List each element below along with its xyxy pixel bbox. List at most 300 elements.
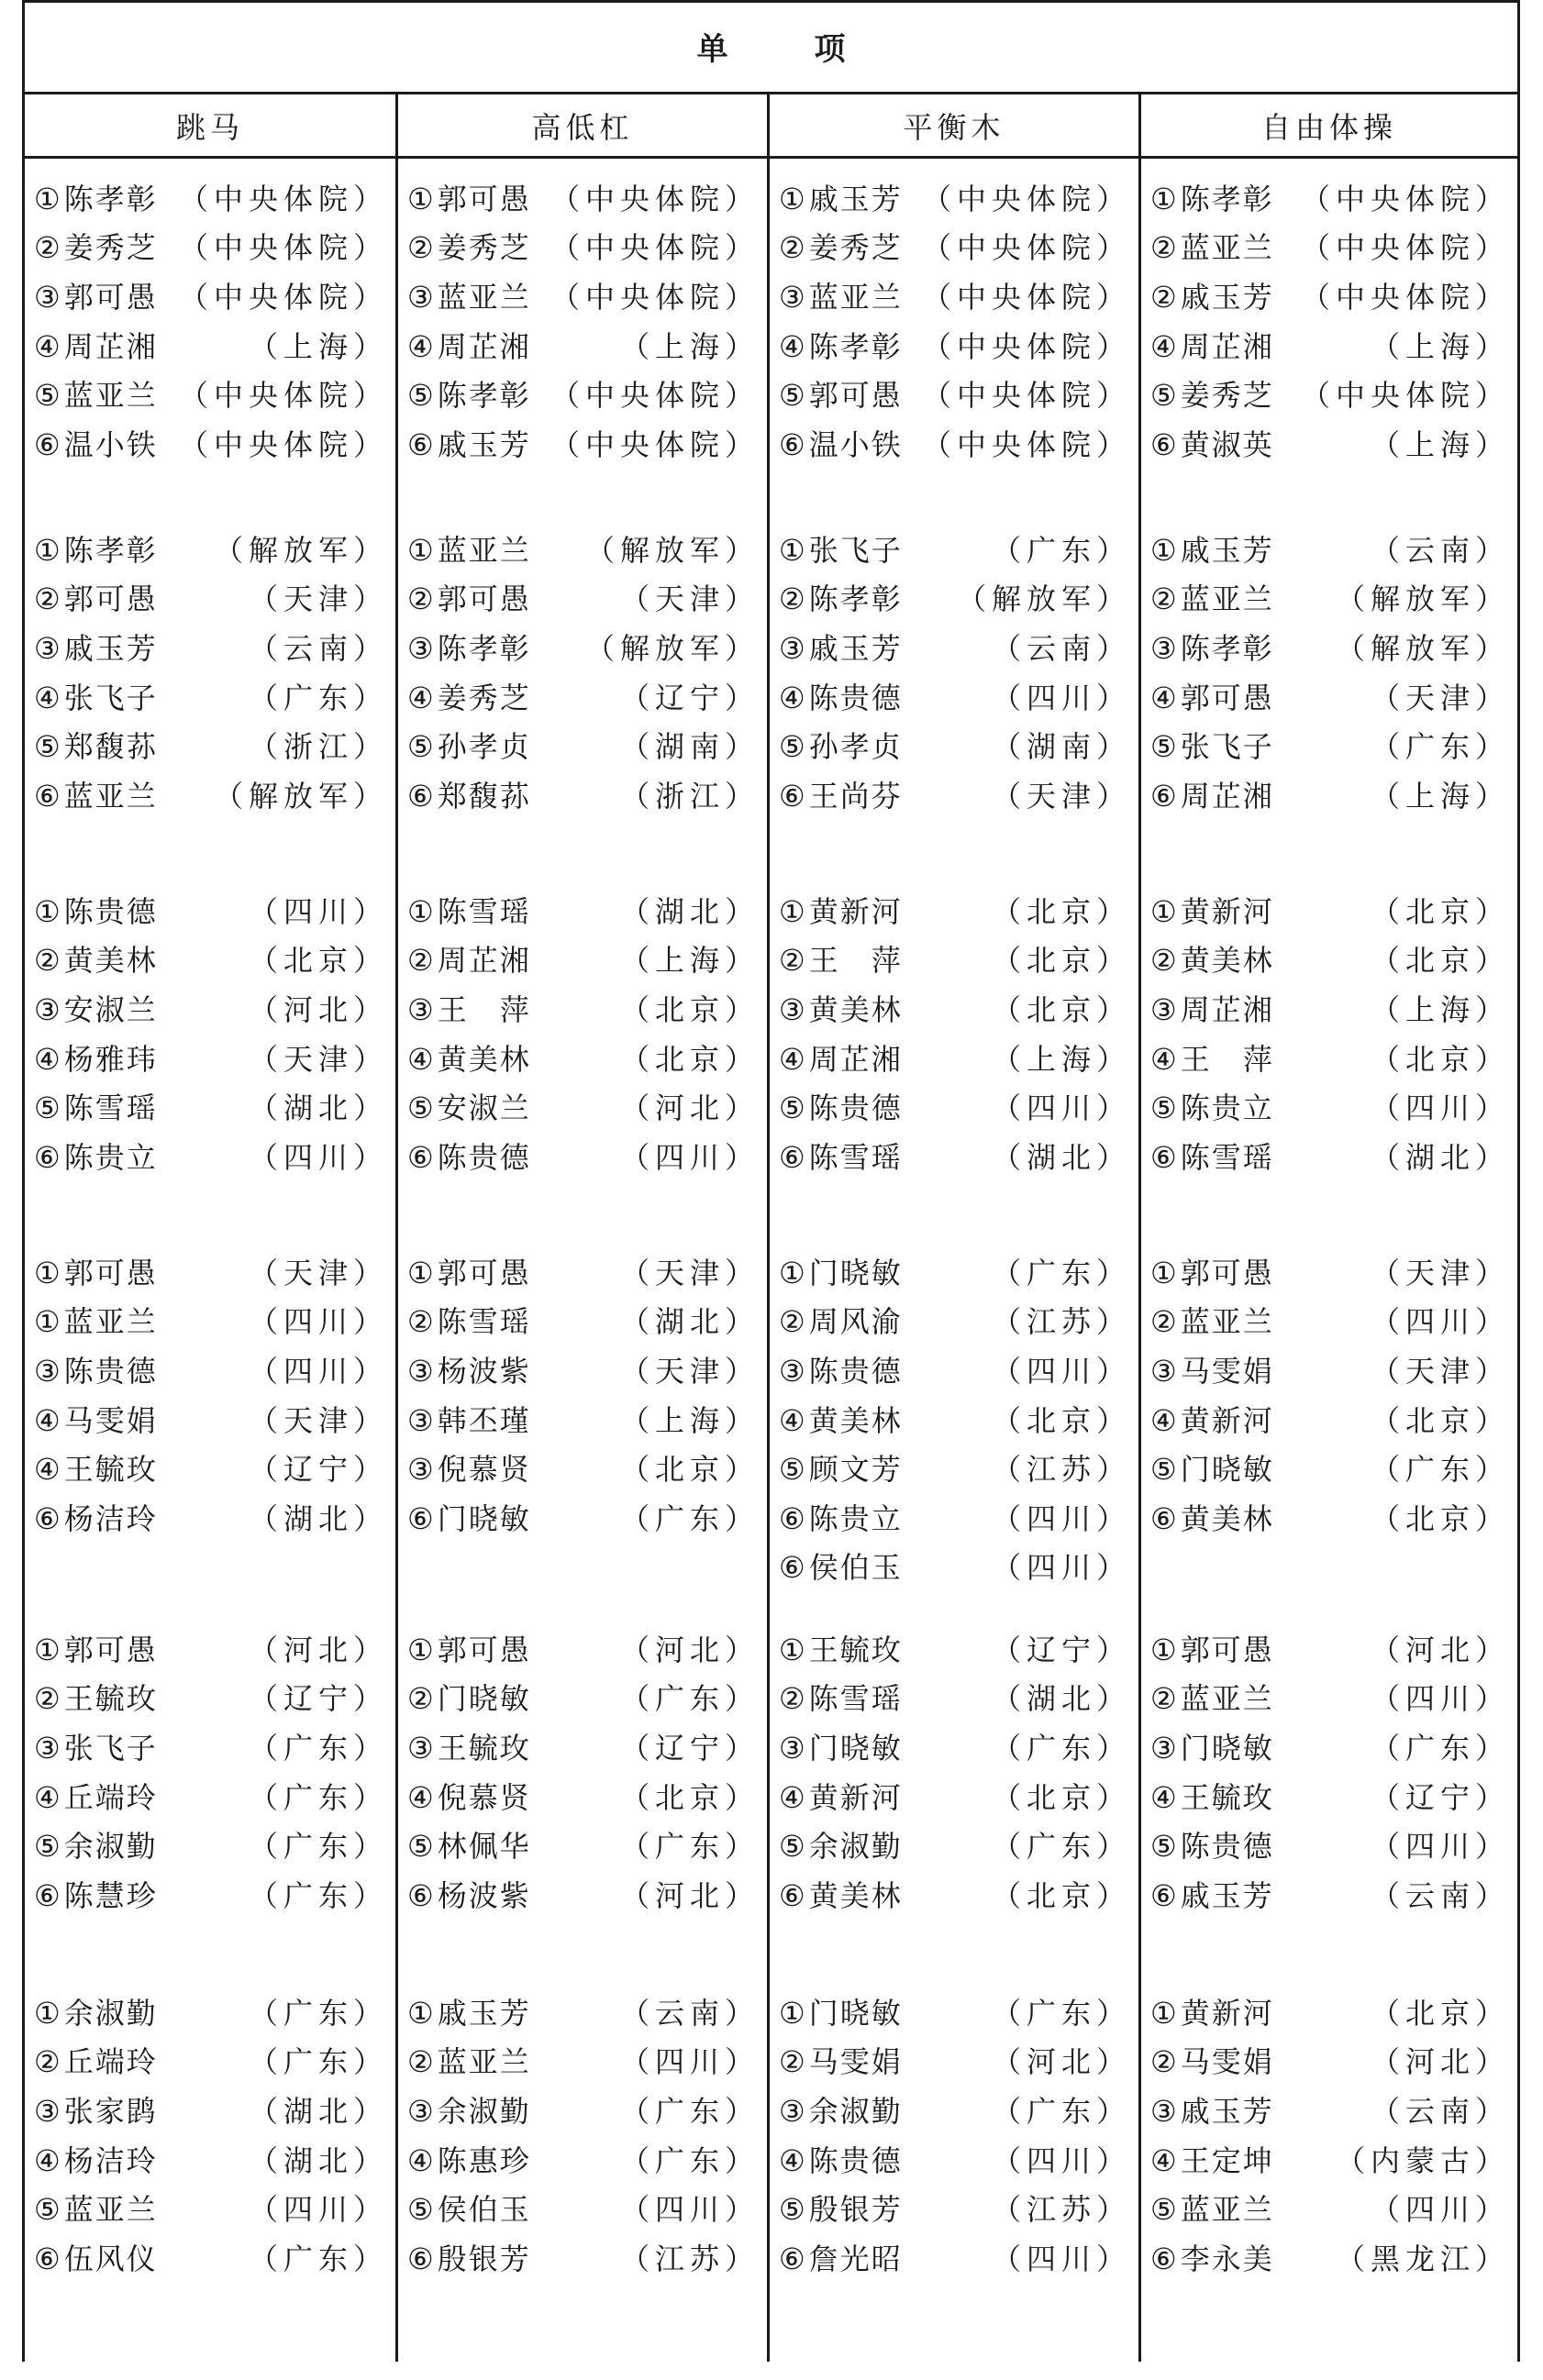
- result-entry: [770, 1987, 1138, 2036]
- result-entry: [398, 1296, 767, 1345]
- athlete-name: [25, 889, 158, 931]
- rank-marker: ⑥: [34, 426, 62, 462]
- athlete-name-text: 蓝亚兰: [63, 378, 158, 414]
- athlete-region: （云南）: [248, 630, 388, 666]
- result-entry: [25, 2232, 395, 2282]
- athlete-name-text: 马雯娟: [1180, 2044, 1274, 2080]
- result-entry: [398, 1394, 767, 1444]
- athlete-name: [1141, 324, 1274, 366]
- rank-marker: ③: [407, 991, 436, 1027]
- result-entry: [25, 418, 395, 468]
- athlete-region: （四川）: [248, 1139, 388, 1175]
- result-entry: [25, 1345, 395, 1394]
- athlete-region: （湖南）: [991, 729, 1131, 765]
- result-entry: [1141, 1033, 1517, 1082]
- athlete-name: [1141, 1446, 1274, 1489]
- result-entry: [398, 983, 767, 1033]
- rank-marker: ⑥: [34, 2241, 62, 2276]
- athlete-name: [25, 176, 158, 218]
- athlete-name: [25, 1446, 158, 1489]
- athlete-name-text: 陈贵立: [63, 1139, 158, 1175]
- result-entry: [770, 524, 1138, 573]
- result-entry: [398, 2085, 767, 2134]
- athlete-region: （四川）: [991, 2241, 1131, 2276]
- athlete-name-text: 黄新河: [1180, 1402, 1274, 1438]
- athlete-name: [1141, 1823, 1274, 1865]
- result-entry: [1141, 2134, 1517, 2184]
- athlete-region: （广东）: [991, 2093, 1131, 2129]
- result-entry: [398, 222, 767, 271]
- athlete-region: （中央体院）: [549, 279, 760, 315]
- rank-marker: ⑥: [1150, 1877, 1179, 1913]
- athlete-name: [770, 1446, 903, 1489]
- athlete-name-text: 郑馥荪: [437, 778, 531, 814]
- result-group: [1141, 524, 1517, 819]
- rank-marker: ④: [34, 1041, 62, 1077]
- athlete-name-text: 侯伯玉: [808, 1550, 903, 1586]
- athlete-name-text: 郭可愚: [63, 279, 158, 315]
- athlete-name-text: 马雯娟: [1180, 1353, 1274, 1389]
- event-header-uneven-bars: 高低杠: [531, 109, 634, 145]
- rank-marker: ④: [1150, 1041, 1179, 1077]
- rank-marker: ③: [1150, 991, 1179, 1027]
- athlete-name: [1141, 1250, 1274, 1292]
- result-group: [770, 1623, 1138, 1919]
- result-entry: [770, 573, 1138, 623]
- result-entry: [1141, 769, 1517, 819]
- athlete-name: [25, 2236, 158, 2278]
- athlete-name-text: 林佩华: [437, 1829, 531, 1865]
- athlete-name: [398, 675, 531, 717]
- rank-marker: ⑤: [407, 1090, 436, 1126]
- athlete-region: （广东）: [248, 680, 388, 715]
- rank-marker: ①: [779, 532, 807, 568]
- athlete-region: （四川）: [1370, 1829, 1510, 1865]
- athlete-name: [1141, 773, 1274, 815]
- rank-marker: ①: [407, 532, 436, 568]
- athlete-name-text: 门晓敏: [1180, 1730, 1274, 1766]
- event-header-vault: 跳马: [175, 109, 244, 145]
- athlete-name-text: 余淑勤: [437, 2093, 531, 2129]
- rank-marker: ①: [34, 181, 62, 216]
- athlete-name: [1141, 176, 1274, 218]
- athlete-name-text: 王尚芬: [808, 778, 903, 814]
- result-entry: [398, 1492, 767, 1542]
- athlete-region: （四川）: [619, 2044, 760, 2080]
- athlete-region: （四川）: [991, 1090, 1131, 1126]
- rank-marker: ①: [779, 1995, 807, 2031]
- athlete-name: [770, 1250, 903, 1292]
- result-group: [398, 1623, 767, 1919]
- athlete-name-text: 蓝亚兰: [437, 532, 531, 568]
- athlete-region: （广东）: [991, 532, 1131, 568]
- athlete-region: （中央体院）: [549, 426, 760, 462]
- result-entry: [398, 2183, 767, 2232]
- result-entry: [1141, 1623, 1517, 1673]
- result-entry: [770, 1131, 1138, 1180]
- athlete-region: （湖北）: [248, 2093, 388, 2129]
- rank-marker: ③: [1150, 630, 1179, 666]
- rank-marker: ④: [34, 328, 62, 364]
- athlete-name-text: 郭可愚: [437, 581, 531, 617]
- athlete-name-text: 陈孝彰: [63, 181, 158, 216]
- rank-marker: ④: [34, 2142, 62, 2178]
- athlete-name-text: 张飞子: [63, 680, 158, 715]
- athlete-region: （中央体院）: [178, 230, 388, 266]
- athlete-name: [398, 1823, 531, 1865]
- athlete-region: （浙江）: [619, 778, 760, 814]
- athlete-region: （辽宁）: [991, 1632, 1131, 1667]
- athlete-region: （上海）: [1370, 426, 1510, 462]
- athlete-name-text: 蓝亚兰: [1180, 1304, 1274, 1340]
- athlete-name: [1141, 1873, 1274, 1915]
- rank-marker: ②: [1150, 230, 1179, 266]
- athlete-name: [398, 1135, 531, 1177]
- athlete-name: [25, 2138, 158, 2180]
- result-entry: [398, 172, 767, 222]
- athlete-name-text: 王毓玫: [808, 1632, 903, 1667]
- rank-marker: ③: [34, 1353, 62, 1389]
- athlete-name-text: 姜秀芝: [437, 230, 531, 266]
- athlete-region: （中央体院）: [178, 378, 388, 414]
- athlete-name-text: 王毓玫: [63, 1681, 158, 1717]
- result-entry: [25, 983, 395, 1033]
- athlete-region: （四川）: [991, 1550, 1131, 1586]
- athlete-name: [398, 422, 531, 464]
- result-entry: [398, 1771, 767, 1821]
- athlete-name: [25, 1135, 158, 1177]
- result-entry: [1141, 1131, 1517, 1180]
- athlete-region: （广东）: [991, 1730, 1131, 1766]
- athlete-name: [25, 1348, 158, 1390]
- athlete-region: （中央体院）: [1300, 378, 1510, 414]
- result-entry: [25, 222, 395, 271]
- result-entry: [25, 524, 395, 573]
- result-entry: [770, 222, 1138, 271]
- athlete-name: [398, 1676, 531, 1718]
- result-entry: [1141, 1771, 1517, 1821]
- athlete-region: （湖北）: [248, 2142, 388, 2178]
- result-entry: [25, 1721, 395, 1771]
- athlete-name: [25, 937, 158, 980]
- rank-marker: ④: [407, 1779, 436, 1815]
- athlete-name: [398, 625, 531, 668]
- athlete-region: （四川）: [1370, 2192, 1510, 2228]
- rank-marker: ①: [1150, 1255, 1179, 1290]
- athlete-region: （河北）: [248, 991, 388, 1027]
- athlete-region: （辽宁）: [619, 1730, 760, 1766]
- athlete-name-text: 韩丕瑾: [437, 1402, 531, 1438]
- result-entry: [770, 418, 1138, 468]
- athlete-name: [398, 1990, 531, 2032]
- athlete-name-text: 蓝亚兰: [63, 2192, 158, 2228]
- athlete-name: [398, 987, 531, 1029]
- athlete-name-text: 戚玉芳: [808, 181, 903, 216]
- athlete-name: [398, 324, 531, 366]
- result-entry: [770, 1492, 1138, 1542]
- athlete-name: [770, 2236, 903, 2278]
- result-entry: [1141, 983, 1517, 1033]
- athlete-name-text: 周芷湘: [1180, 778, 1274, 814]
- athlete-name-text: 余淑勤: [808, 1829, 903, 1865]
- athlete-name: [25, 225, 158, 267]
- athlete-name: [25, 1873, 158, 1915]
- result-entry: [770, 1345, 1138, 1394]
- result-entry: [398, 1246, 767, 1296]
- athlete-name-text: 郑馥荪: [63, 729, 158, 765]
- athlete-name: [1141, 987, 1274, 1029]
- athlete-name: [770, 889, 903, 931]
- result-entry: [1141, 222, 1517, 271]
- athlete-name: [770, 225, 903, 267]
- athlete-name: [25, 1775, 158, 1817]
- rank-marker: ⑤: [407, 1829, 436, 1865]
- rank-marker: ①: [779, 1632, 807, 1667]
- rank-marker: ⑥: [779, 778, 807, 814]
- athlete-name: [770, 1398, 903, 1440]
- athlete-name-text: 陈孝彰: [808, 328, 903, 364]
- athlete-name: [1141, 527, 1274, 570]
- athlete-region: （解放军）: [1335, 630, 1510, 666]
- result-group: [770, 1987, 1138, 2282]
- athlete-name: [1141, 2186, 1274, 2229]
- rank-marker: ③: [779, 1730, 807, 1766]
- athlete-region: （四川）: [619, 1139, 760, 1175]
- rank-marker: ④: [779, 2142, 807, 2178]
- athlete-region: （中央体院）: [921, 378, 1131, 414]
- result-entry: [770, 1771, 1138, 1821]
- athlete-name: [25, 2039, 158, 2081]
- athlete-region: （辽宁）: [1370, 1779, 1510, 1815]
- athlete-name-text: 姜秀芝: [437, 680, 531, 715]
- result-group: [1141, 1623, 1517, 1919]
- result-entry: [1141, 2232, 1517, 2282]
- athlete-region: （北京）: [991, 991, 1131, 1027]
- result-group: [25, 1623, 395, 1919]
- rank-marker: ②: [779, 1304, 807, 1340]
- result-entry: [1141, 320, 1517, 370]
- athlete-name-text: 陈孝彰: [63, 532, 158, 568]
- rank-marker: ①: [34, 893, 62, 929]
- result-entry: [770, 2085, 1138, 2134]
- athlete-name: [770, 176, 903, 218]
- athlete-region: （中央体院）: [1300, 279, 1510, 315]
- athlete-name: [1141, 2236, 1274, 2278]
- athlete-name-text: 陈贵立: [808, 1500, 903, 1536]
- athlete-name: [25, 773, 158, 815]
- athlete-name-text: 蓝亚兰: [63, 778, 158, 814]
- rank-marker: ④: [1150, 1402, 1179, 1438]
- athlete-name: [398, 527, 531, 570]
- rank-marker: ⑥: [34, 1139, 62, 1175]
- result-entry: [398, 320, 767, 370]
- rank-marker: ⑥: [34, 1500, 62, 1536]
- rank-marker: ①: [34, 1255, 62, 1290]
- result-entry: [1141, 622, 1517, 671]
- athlete-name-text: 郭可愚: [63, 1632, 158, 1667]
- athlete-region: （中央体院）: [1300, 230, 1510, 266]
- athlete-name: [398, 2138, 531, 2180]
- rank-marker: ②: [779, 230, 807, 266]
- athlete-region: （上海）: [619, 328, 760, 364]
- athlete-region: （天津）: [1370, 1255, 1510, 1290]
- athlete-region: （广东）: [619, 1681, 760, 1717]
- result-entry: [25, 1296, 395, 1345]
- result-entry: [25, 320, 395, 370]
- athlete-region: （北京）: [991, 893, 1131, 929]
- rank-marker: ③: [779, 279, 807, 315]
- result-group: [1141, 885, 1517, 1180]
- rank-marker: ⑥: [407, 426, 436, 462]
- athlete-name: [25, 1627, 158, 1669]
- athlete-name-text: 门晓敏: [808, 1730, 903, 1766]
- rank-marker: ②: [1150, 1681, 1179, 1717]
- athlete-region: （广东）: [248, 2044, 388, 2080]
- result-entry: [25, 1623, 395, 1673]
- rank-marker: ②: [1150, 581, 1179, 617]
- rank-marker: ⑥: [1150, 1139, 1179, 1175]
- rank-marker: ⑥: [779, 1877, 807, 1913]
- athlete-name: [25, 1299, 158, 1341]
- result-entry: [1141, 1987, 1517, 2036]
- athlete-name: [1141, 889, 1274, 931]
- athlete-name-text: 杨雅玮: [63, 1041, 158, 1077]
- rank-marker: ④: [1150, 1779, 1179, 1815]
- rank-marker: ③: [407, 279, 436, 315]
- athlete-region: （解放军）: [956, 581, 1131, 617]
- athlete-name-text: 黄美林: [63, 943, 158, 979]
- athlete-name: [770, 1348, 903, 1390]
- result-entry: [398, 1623, 767, 1673]
- athlete-name: [770, 274, 903, 316]
- athlete-region: （广东）: [619, 1829, 760, 1865]
- result-entry: [1141, 671, 1517, 721]
- result-entry: [770, 1081, 1138, 1131]
- athlete-name-text: 陈贵德: [808, 1353, 903, 1389]
- result-entry: [25, 622, 395, 671]
- athlete-name-text: 张飞子: [63, 1730, 158, 1766]
- athlete-name-text: 顾文芳: [808, 1452, 903, 1488]
- rank-marker: ④: [779, 1041, 807, 1077]
- athlete-name: [770, 937, 903, 980]
- result-entry: [25, 1246, 395, 1296]
- rank-marker: ②: [779, 581, 807, 617]
- athlete-name-text: 黄美林: [1180, 1500, 1274, 1536]
- athlete-name: [1141, 724, 1274, 766]
- result-entry: [398, 369, 767, 418]
- rank-marker: ⑥: [1150, 426, 1179, 462]
- athlete-region: （广东）: [248, 1730, 388, 1766]
- athlete-region: （四川）: [1370, 1090, 1510, 1126]
- result-entry: [770, 369, 1138, 418]
- result-entry: [1141, 1345, 1517, 1394]
- result-group: [1141, 172, 1517, 468]
- result-entry: [1141, 1869, 1517, 1919]
- result-group: [770, 524, 1138, 819]
- athlete-name-text: 黄新河: [1180, 893, 1274, 929]
- athlete-name-text: 王 萍: [1180, 1041, 1274, 1077]
- rank-marker: ⑥: [779, 2241, 807, 2276]
- athlete-name-text: 余淑勤: [63, 1995, 158, 2031]
- athlete-name-text: 周芷湘: [808, 1041, 903, 1077]
- athlete-name-text: 周芷湘: [63, 328, 158, 364]
- athlete-name-text: 安淑兰: [437, 1090, 531, 1126]
- athlete-name-text: 黄美林: [808, 1877, 903, 1913]
- athlete-name: [25, 1496, 158, 1538]
- rank-marker: ⑤: [1150, 1829, 1179, 1865]
- athlete-name-text: 陈孝彰: [1180, 630, 1274, 666]
- athlete-name: [398, 1446, 531, 1489]
- rank-marker: ④: [779, 680, 807, 715]
- result-group: [398, 172, 767, 468]
- athlete-name-text: 黄美林: [808, 991, 903, 1027]
- rank-marker: ⑥: [779, 1500, 807, 1536]
- athlete-name-text: 郭可愚: [808, 378, 903, 414]
- athlete-name: [398, 1250, 531, 1292]
- result-entry: [1141, 2036, 1517, 2086]
- athlete-region: （天津）: [248, 1041, 388, 1077]
- rank-marker: ⑤: [779, 1829, 807, 1865]
- athlete-name: [1141, 1725, 1274, 1767]
- result-entry: [25, 1492, 395, 1542]
- rank-marker: ④: [407, 328, 436, 364]
- athlete-name-text: 马雯娟: [808, 2044, 903, 2080]
- result-entry: [770, 1296, 1138, 1345]
- athlete-name: [398, 576, 531, 618]
- rank-marker: ⑤: [1150, 1090, 1179, 1126]
- athlete-name-text: 杨洁玲: [63, 1500, 158, 1536]
- athlete-name-text: 郭可愚: [63, 1255, 158, 1290]
- athlete-name-text: 周芷湘: [437, 943, 531, 979]
- athlete-name-text: 黄新河: [808, 1779, 903, 1815]
- athlete-name: [25, 1823, 158, 1865]
- athlete-name-text: 杨波紫: [437, 1353, 531, 1389]
- athlete-name-text: 陈贵德: [63, 893, 158, 929]
- result-entry: [770, 671, 1138, 721]
- rank-marker: ⑥: [1150, 778, 1179, 814]
- rank-marker: ①: [407, 1255, 436, 1290]
- athlete-name: [25, 274, 158, 316]
- athlete-region: （江苏）: [991, 2192, 1131, 2228]
- athlete-name-text: 陈孝彰: [808, 581, 903, 617]
- athlete-name: [398, 724, 531, 766]
- athlete-name: [770, 1775, 903, 1817]
- athlete-name-text: 李永美: [1180, 2241, 1274, 2276]
- athlete-name-text: 丘端玲: [63, 2044, 158, 2080]
- athlete-region: （内蒙古）: [1335, 2142, 1510, 2178]
- athlete-region: （云南）: [619, 1995, 760, 2031]
- athlete-region: （北京）: [991, 1877, 1131, 1913]
- athlete-name-text: 蓝亚兰: [1180, 2192, 1274, 2228]
- result-entry: [770, 271, 1138, 320]
- athlete-region: （辽宁）: [619, 680, 760, 715]
- athlete-region: （广东）: [619, 2093, 760, 2129]
- result-entry: [25, 2085, 395, 2134]
- result-group: [398, 1246, 767, 1542]
- rank-marker: ④: [34, 1402, 62, 1438]
- rank-marker: ②: [1150, 943, 1179, 979]
- athlete-region: （广东）: [248, 1829, 388, 1865]
- athlete-region: （天津）: [1370, 680, 1510, 715]
- result-entry: [1141, 573, 1517, 623]
- rank-marker: ①: [34, 1995, 62, 2031]
- athlete-region: （广东）: [248, 2241, 388, 2276]
- result-entry: [25, 1033, 395, 1082]
- athlete-region: （解放军）: [213, 778, 388, 814]
- athlete-region: （四川）: [991, 2142, 1131, 2178]
- rank-marker: ⑤: [34, 378, 62, 414]
- athlete-name: [398, 2039, 531, 2081]
